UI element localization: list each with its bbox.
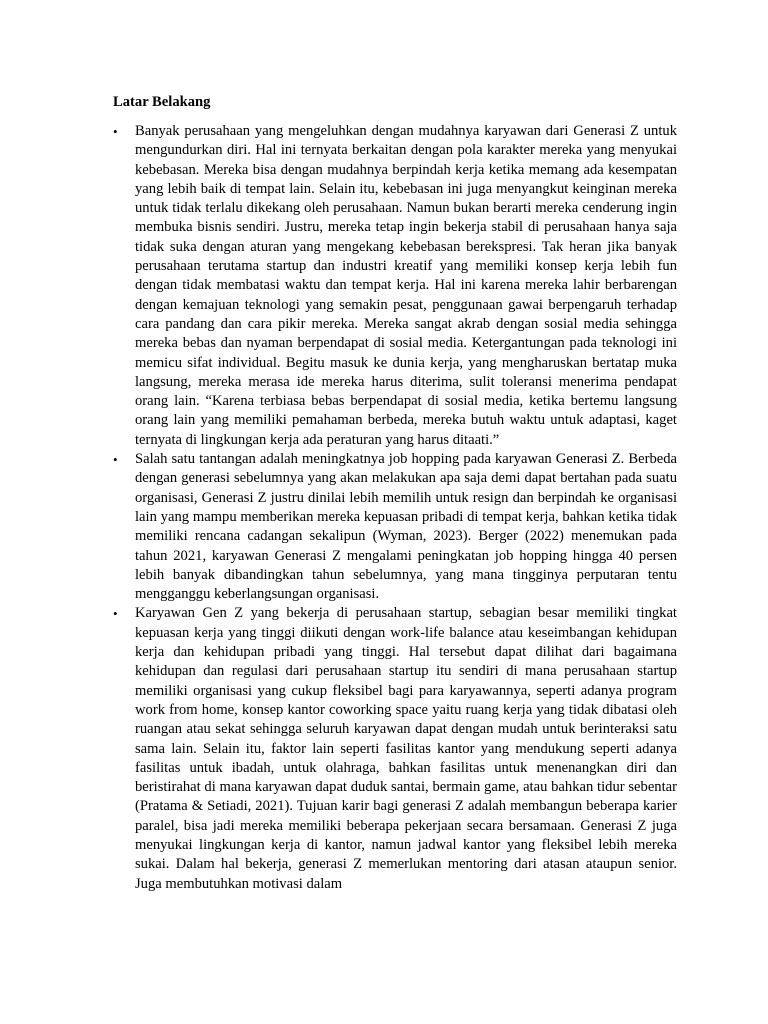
bullet-icon: • — [113, 452, 118, 468]
bullet-icon: • — [113, 606, 118, 622]
paragraph-text: Karyawan Gen Z yang bekerja di perusahaan startup, sebagian besar memiliki tingkat kepuasan kerja yang tinggi diikuti dengan work-life balance atau keseimbangan kehidupan kerja dan kehidupan pribadi yang tinggi. Hal tersebut dapat dilihat dari bagaimana kehidupan dan regulasi dari perusahaan startup itu sendiri di mana perusahaan startup memiliki organisasi yang cukup fleksibel bagi para karyawannya, seperti adanya program work from home, konsep kantor coworking space yaitu ruang kerja yang tidak dibatasi oleh ruangan atau sekat sehingga seluruh karyawan dapat dengan mudah untuk berinteraksi satu sama lain. Selain itu, faktor lain seperti fasilitas kantor yang mendukung seperti adanya fasilitas untuk ibadah, untuk olahraga, bahkan fasilitas untuk menenangkan diri dan beristirahat di mana karyawan dapat duduk santai, bermain game, atau bahkan tidur sebentar (Pratama & Setiadi, 2021). Tujuan karir bagi generasi Z adalah membangun beberapa karier paralel, bisa jadi mereka memiliki beberapa pekerjaan secara bersamaan. Generasi Z juga menyukai lingkungan kerja di kantor, namun jadwal kantor yang fleksibel lebih mereka sukai. Dalam hal bekerja, generasi Z memerlukan mentoring dari atasan ataupun senior. Juga membutuhkan motivasi dalam — [135, 605, 677, 892]
bullet-icon: • — [113, 124, 118, 139]
paragraph-text: Banyak perusahaan yang mengeluhkan dengan mudahnya karyawan dari Generasi Z untuk mengundurkan diri. Hal ini ternyata berkaitan dengan pola karakter mereka yang menyukai kebebasan. Mereka bisa dengan mudahnya berpindah kerja ketika memang ada kesempatan yang lebih baik di tempat lain. Selain itu, kebebasan ini juga menyangkut keinginan mereka untuk tidak terlalu dikekang oleh perusahaan. Namun bukan berarti mereka cenderung ingin membuka bisnis sendiri. Justru, mereka tetap ingin bekerja stabil di perusahaan hanya saja tidak suka dengan aturan yang mengekang kebebasan berekspresi. Tak heran jika banyak perusahaan terutama startup dan industri kreatif yang memiliki konsep kerja lebih fun dengan tidak membatasi waktu dan tempat kerja. Hal ini karena mereka lahir berbarengan dengan kemajuan teknologi yang semakin pesat, penggunaan gawai berpengaruh terhadap cara pandang dan cara pikir mereka. Mereka sangat akrab dengan sosial media sehingga mereka bebas dan nyaman berpendapat di sosial media. Ketergantungan pada teknologi ini memicu sifat individual. Begitu masuk ke dunia kerja, yang mengharuskan bertatap muka langsung, mereka merasa ide mereka harus diterima, sulit toleransi menerima pendapat orang lain. “Karena terbiasa bebas berpendapat di sosial media, ketika bertemu langsung orang lain yang memiliki pemahaman berbeda, mereka butuh waktu untuk adaptasi, kaget ternyata di lingkungan kerja ada peraturan yang harus ditaati.” — [135, 123, 677, 448]
list-item — [113, 604, 677, 893]
list-item — [113, 450, 677, 604]
section-heading: Latar Belakang — [113, 94, 211, 110]
list-item — [113, 122, 677, 450]
bullet-list — [113, 122, 677, 894]
paragraph-text: Salah satu tantangan adalah meningkatnya job hopping pada karyawan Generasi Z. Berbeda dengan generasi sebelumnya yang akan melakukan apa saja demi dapat bertahan pada suatu organisasi, Generasi Z justru dinilai lebih memilih untuk resign dan berpindah ke organisasi lain yang mampu memberikan mereka kepuasan pribadi di tempat kerja, bahkan ketika tidak memiliki rencana cadangan sekalipun (Wyman, 2023). Berger (2022) menemukan pada tahun 2021, karyawan Generasi Z mengalami peningkatan job hopping hingga 40 persen lebih banyak dibandingkan tahun sebelumnya, yang mana tingginya perputaran tentu mengganggu keberlangsungan organisasi. — [135, 451, 677, 603]
